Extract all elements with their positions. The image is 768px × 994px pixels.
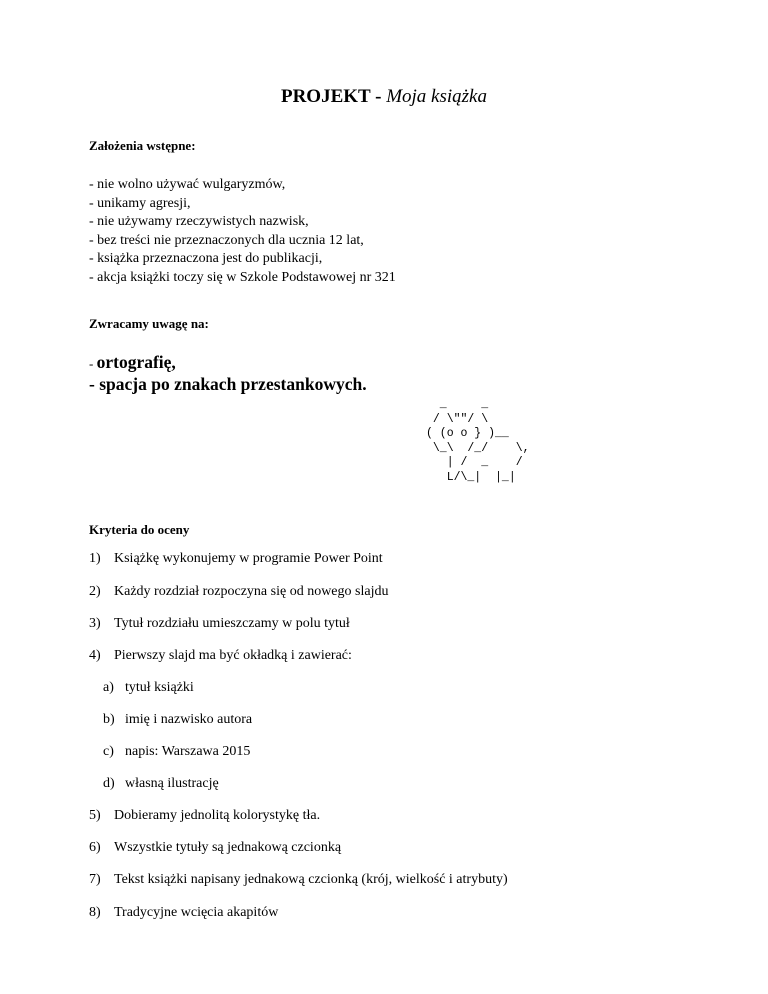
criteria-number: 8) — [89, 905, 101, 920]
criteria-number: 5) — [89, 808, 101, 823]
criteria-text: Tradycyjne wcięcia akapitów — [114, 905, 279, 920]
attention-dash: - — [89, 356, 97, 371]
assumption-item: - unikamy agresji, — [89, 195, 191, 211]
subitem-text: imię i nazwisko autora — [125, 712, 253, 727]
subitem-letter: a) — [103, 680, 114, 695]
criteria-item — [89, 808, 320, 824]
criteria-text: Pierwszy slajd ma być okładką i zawierać: — [114, 648, 352, 663]
assumption-item: - nie używamy rzeczywistych nazwisk, — [89, 214, 309, 229]
subitem-letter: b) — [103, 712, 115, 727]
criteria-text: Tekst książki napisany jednakową czcionką (krój, wielkość i atrybuty) — [114, 872, 508, 887]
assumptions-list — [89, 176, 396, 287]
criteria-number: 7) — [89, 872, 101, 887]
criteria-item — [89, 872, 508, 888]
subitem-text: tytuł książki — [125, 680, 194, 695]
criteria-subitem — [103, 744, 250, 760]
subitem-letter: d) — [103, 776, 115, 791]
attention-item: - spacja po znakach przestankowych. — [89, 374, 367, 394]
criteria-number: 3) — [89, 616, 101, 631]
criteria-item — [89, 905, 278, 921]
criteria-text: Książkę wykonujemy w programie Power Point — [114, 551, 383, 566]
criteria-heading: Kryteria do oceny — [89, 522, 190, 537]
ascii-art-dog: _ _ / \""/ \ ( (o o } )__ \_\ /_/ \, | / _ / L/\_| |_| — [426, 398, 530, 484]
criteria-number: 2) — [89, 584, 101, 599]
attention-item-text: ortografię, — [96, 352, 176, 372]
assumption-item: - książka przeznaczona jest do publikacji, — [89, 251, 323, 266]
criteria-number: 4) — [89, 648, 101, 663]
criteria-item — [89, 616, 350, 632]
page-title — [0, 86, 768, 108]
attention-heading: Zwracamy uwagę na: — [89, 316, 209, 331]
criteria-number: 6) — [89, 840, 101, 855]
subitem-text: własną ilustrację — [125, 776, 219, 791]
criteria-number: 1) — [89, 551, 101, 566]
assumptions-heading: Założenia wstępne: — [89, 138, 196, 153]
criteria-item — [89, 584, 388, 600]
title-italic: Moja książka — [386, 86, 487, 107]
criteria-subitem — [103, 776, 219, 792]
criteria-item — [89, 551, 383, 567]
assumption-item: - akcja książki toczy się w Szkole Podstawowej nr 321 — [89, 269, 396, 285]
criteria-subitem — [103, 680, 194, 696]
criteria-item — [89, 840, 341, 856]
subitem-letter: c) — [103, 744, 114, 759]
criteria-subitem — [103, 712, 252, 728]
attention-list — [89, 352, 367, 395]
attention-item — [89, 352, 367, 374]
assumption-item: - nie wolno używać wulgaryzmów, — [89, 177, 286, 192]
criteria-text: Dobieramy jednolitą kolorystykę tła. — [114, 808, 321, 823]
subitem-text: napis: Warszawa 2015 — [125, 744, 251, 759]
criteria-text: Każdy rozdział rozpoczyna się od nowego slajdu — [114, 584, 389, 599]
criteria-item — [89, 648, 352, 664]
criteria-text: Wszystkie tytuły są jednakową czcionką — [114, 840, 342, 855]
title-main: PROJEKT - — [280, 86, 387, 107]
criteria-text: Tytuł rozdziału umieszczamy w polu tytuł — [114, 616, 350, 631]
assumption-item: - bez treści nie przeznaczonych dla ucznia 12 lat, — [89, 232, 364, 248]
